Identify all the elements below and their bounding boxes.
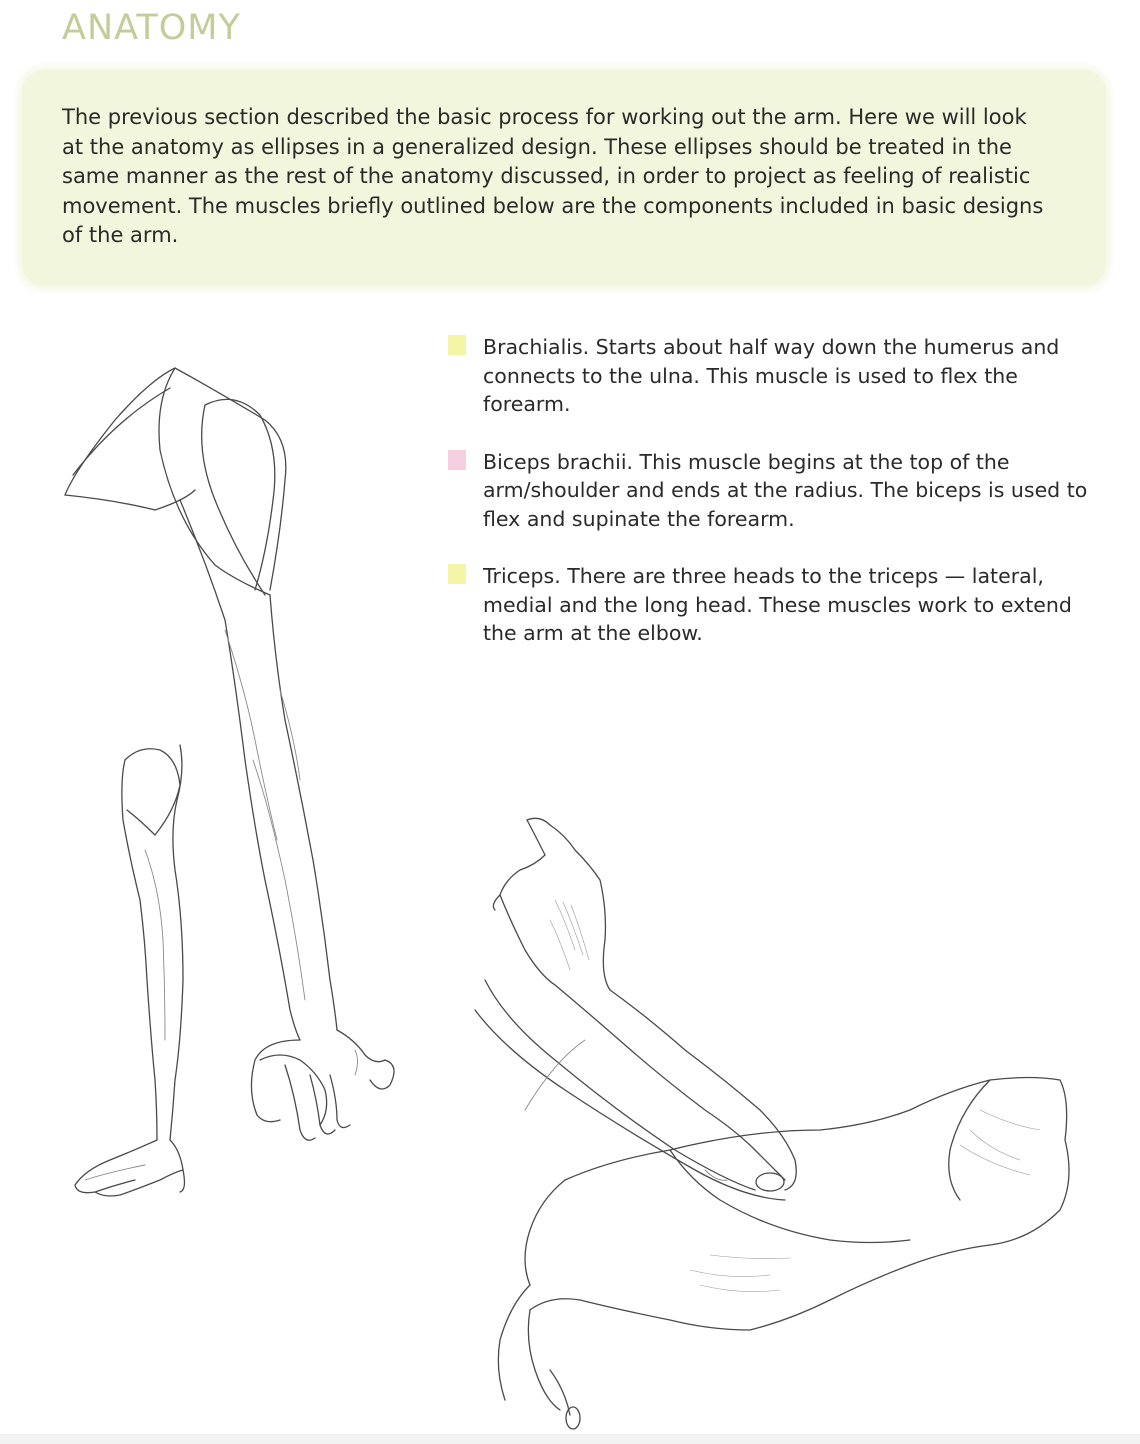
pink-bullet-marker: [448, 450, 466, 470]
arm-sketch-muscular: [490, 1070, 1090, 1434]
yellow-bullet-marker: [448, 564, 466, 584]
muscle-description: Triceps. There are three heads to the triceps — lateral, medial and the long head. These muscles work to extend the arm at the elbow.: [483, 564, 1072, 645]
muscle-item-biceps-brachii: [448, 448, 1088, 534]
intro-paragraph: The previous section described the basic process for working out the arm. Here we will look at the anatomy as ellipses in a generalized design. These ellipses should be treated in the same manner as the rest of the anatomy discussed, in order to project as feeling of realistic movement. The muscles briefly outlined below are the components included in basic designs of the arm.: [62, 105, 1044, 247]
muscle-list: [448, 333, 1088, 648]
page-title: ANATOMY: [62, 8, 241, 48]
muscle-item-brachialis: [448, 333, 1088, 419]
muscle-description: Biceps brachii. This muscle begins at the top of the arm/shoulder and ends at the radius. The biceps is used to flex and supinate the forearm.: [483, 449, 1088, 531]
arm-sketch-small: [65, 740, 215, 1220]
muscle-description: Brachialis. Starts about half way down the humerus and connects to the ulna. This muscle is used to flex the forearm.: [483, 335, 1060, 416]
muscle-item-triceps: [448, 562, 1088, 648]
yellow-bullet-marker: [448, 335, 466, 355]
page-bottom-edge: [0, 1434, 1140, 1444]
